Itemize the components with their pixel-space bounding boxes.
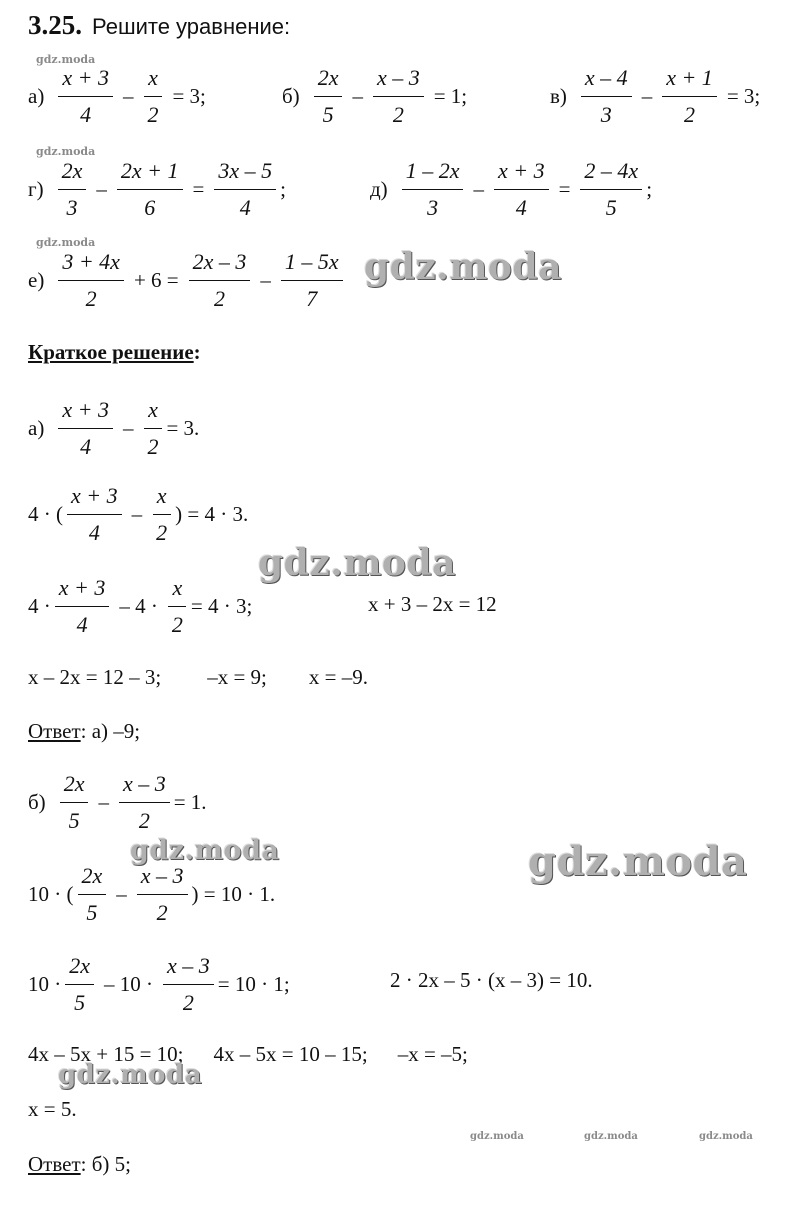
solution-a-line-1 [28,392,199,465]
math-text: –x = 9; [207,665,267,689]
math-text: – 10 · [104,972,154,996]
fraction-numerator: x [144,60,162,97]
equation-b [282,60,473,133]
fraction [58,392,113,465]
fraction-numerator: 2x [58,153,87,190]
math-text: – [260,268,271,292]
fraction [60,766,89,839]
fraction [168,570,187,643]
fraction-numerator: x – 3 [137,858,188,895]
fraction-denominator: 2 [214,286,226,311]
math-text: x = –9. [308,665,368,689]
fraction-numerator: x – 3 [163,948,214,985]
fraction-numerator: 2x [65,948,94,985]
fraction-denominator: 6 [144,195,156,220]
math-text: –x = –5; [397,1042,468,1066]
equation-g [28,153,286,226]
fraction-numerator: x [144,392,162,429]
math-text: – 4 · [119,594,158,618]
math-text: 10 · ( [28,882,74,906]
solution-b-line-5: x = 5. [28,1097,77,1121]
fraction-numerator: x + 1 [662,60,717,97]
math-text: = [192,177,205,201]
math-text: – [641,84,653,108]
watermark-small-1: gdz.moda [36,53,96,66]
math-text: x – 2x = 12 – 3; [28,665,162,689]
math-text: = 10 · 1; [217,972,290,996]
equation-e [28,244,347,317]
fraction [214,153,276,226]
fraction-numerator: x + 3 [67,478,122,515]
fraction-denominator: 4 [515,195,527,220]
math-text: Ответ [28,1152,81,1176]
math-text: ; [646,177,653,201]
fraction-denominator: 4 [88,520,100,545]
fraction [402,153,464,226]
solution-a-line-3-right: x + 3 – 2x = 12 [368,592,497,616]
watermark-big-4: gdz.moda [528,838,748,885]
watermark-big-1: gdz.moda [364,246,562,288]
math-text: г) [28,177,44,201]
math-text: д) [370,177,388,201]
math-text: – [122,416,134,440]
math-text: – [116,882,127,906]
task-title [28,10,290,41]
math-text: = 3; [172,84,206,108]
math-text: 4x – 5x = 10 – 15; [213,1042,368,1066]
fraction-denominator: 2 [147,434,159,459]
math-text: – [96,177,107,201]
fraction [581,60,632,133]
fraction [189,244,251,317]
fraction-denominator: 5 [322,102,334,127]
watermark-small-4: gdz.moda [470,1131,524,1142]
math-text: в) [550,84,567,108]
solution-a-line-3 [28,570,252,643]
fraction-denominator: 4 [76,612,88,637]
fraction-denominator: 5 [74,990,86,1015]
solution-b-line-3 [28,948,290,1021]
task-text: Решите уравнение: [92,14,291,39]
math-text: : б) 5; [80,1152,131,1176]
fraction [163,948,214,1021]
watermark-small-5: gdz.moda [584,1131,638,1142]
fraction-denominator: 2 [171,612,183,637]
math-text: – [352,84,363,108]
watermark-small-2: gdz.moda [36,145,96,158]
fraction-denominator: 2 [138,808,150,833]
math-text: Краткое решение [28,340,194,364]
watermark-small-3: gdz.moda [36,236,96,249]
fraction-numerator: 2 – 4x [580,153,642,190]
solution-b-line-2 [28,858,275,931]
math-text: – [122,84,134,108]
fraction [67,478,122,551]
math-text: = 1. [173,790,207,814]
fraction-denominator: 2 [85,286,97,311]
fraction-denominator: 2 [684,102,695,127]
math-text: а) [28,416,45,440]
fraction [314,60,343,133]
math-text: ) = 10 · 1. [191,882,276,906]
solution-b-line-3-right: 2 · 2x – 5 · (x – 3) = 10. [390,968,593,992]
fraction-denominator: 2 [182,990,194,1015]
fraction-denominator: 3 [427,195,439,220]
math-text: : [193,340,201,364]
fraction-denominator: 2 [156,520,168,545]
math-text: Ответ [28,719,81,743]
fraction-numerator: 1 – 2x [402,153,464,190]
math-text: = [558,177,571,201]
math-text: : а) –9; [80,719,141,743]
fraction-denominator: 5 [86,900,98,925]
equation-v [550,60,766,133]
fraction [58,244,124,317]
fraction-denominator: 7 [306,286,318,311]
equation-d [370,153,652,226]
fraction [152,478,171,551]
solution-a-line-4 [28,665,368,690]
fraction [373,60,424,133]
fraction-denominator: 2 [392,102,404,127]
fraction-denominator: 4 [80,434,92,459]
math-text: 4 · [28,594,51,618]
math-text: = 3. [166,416,200,440]
fraction [143,392,162,465]
math-text: ) = 4 · 3. [175,502,249,526]
math-text: – [473,177,484,201]
solution-b-answer [28,1152,131,1177]
math-text: – [98,790,109,814]
fraction-numerator: x + 3 [58,392,113,429]
math-text: = 1; [433,84,468,108]
fraction [494,153,549,226]
fraction-denominator: 3 [66,195,78,220]
fraction-denominator: 3 [600,102,612,127]
fraction-denominator: 4 [80,102,92,127]
watermark-small-6: gdz.moda [699,1131,753,1142]
solution-b-line-1 [28,766,207,839]
fraction-numerator: 2x + 1 [117,153,183,190]
fraction-numerator: 2x – 3 [189,244,251,281]
fraction-numerator: 2x [314,60,343,97]
math-text: б) [28,790,46,814]
fraction [281,244,343,317]
fraction-denominator: 5 [68,808,80,833]
math-text: = 4 · 3; [190,594,253,618]
fraction-numerator: x + 3 [55,570,110,607]
math-text: ; [280,177,286,201]
fraction [137,858,188,931]
fraction-numerator: x [168,570,186,607]
fraction-denominator: 2 [147,102,159,127]
fraction [117,153,183,226]
fraction-numerator: 2x [60,766,89,803]
math-text: – [131,502,143,526]
fraction [58,60,113,133]
watermark-big-5: gdz.moda [58,1060,203,1090]
watermark-big-3: gdz.moda [130,835,280,866]
solution-heading [28,340,201,365]
fraction [143,60,162,133]
math-text: 4 · ( [28,502,63,526]
fraction-numerator: x + 3 [494,153,549,190]
fraction-denominator: 4 [239,195,251,220]
watermark-big-2: gdz.moda [258,542,456,584]
fraction [119,766,170,839]
math-text: е) [28,268,45,292]
fraction-numerator: x – 3 [119,766,170,803]
math-text: б) [282,84,300,108]
fraction-numerator: 2x [78,858,107,895]
fraction-denominator: 2 [156,900,168,925]
task-number: 3.25. [28,10,82,40]
fraction-numerator: 3 + 4x [58,244,124,281]
math-text: 4x – 5x + 15 = 10; [28,1042,184,1066]
fraction-numerator: x [153,478,171,515]
label: а) [28,84,45,108]
fraction-numerator: x + 3 [58,60,113,97]
fraction-numerator: 3x – 5 [214,153,276,190]
fraction [65,948,94,1021]
fraction [580,153,642,226]
fraction-denominator: 5 [605,195,617,220]
fraction-numerator: x – 3 [373,60,424,97]
equation-a [28,60,212,133]
fraction-numerator: x – 4 [581,60,632,97]
solution-a-line-2 [28,478,248,551]
fraction [78,858,107,931]
math-text: + 6 = [133,268,179,292]
fraction [662,60,717,133]
solution-a-answer [28,719,140,744]
fraction [58,153,87,226]
math-text: 10 · [28,972,62,996]
fraction [55,570,110,643]
math-text: = 3; [726,84,761,108]
fraction-numerator: 1 – 5x [281,244,343,281]
